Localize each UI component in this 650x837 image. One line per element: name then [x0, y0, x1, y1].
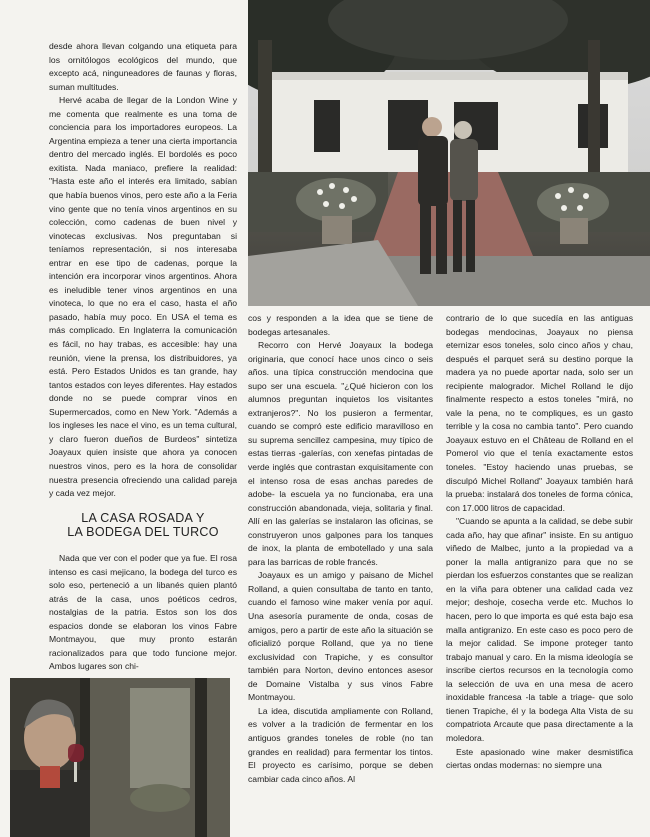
section-heading-line-1: LA CASA ROSADA Y — [81, 511, 205, 525]
paragraph: desde ahora llevan colgando una etiqueta para los ornitólogos ecológicos del mundo, que excepto acá, ninguneadores de faunas y floras, suman multitudes. — [49, 41, 237, 92]
article-column-2 — [248, 312, 433, 786]
article-column-1 — [49, 40, 237, 501]
paragraph: "Cuando se apunta a la calidad, se debe subir cada año, hay que afinar" insiste. En su antiguo viñedo de Malbec, junto a la propiedad va a poner la malla antigranizo para que no se pierdan los esfuerzos constantes que se realizan en la viña para obtener una calidad cada vez mejor; deshoje, cosecha verde etc. Muchos lo hacen, pero lo que importa es qué esta bajo esa malla antigranizo. En este caso es poco pero de la mejor calidad. Se impone proteger tanto trabajo manual y caro. En la misma ideología se inscribe ciertos recursos en la tecnología como la selección de uva en una mesa de acero inoxidable francesa -la table a triage- que solo tienen Trapiche, él y la bodega Alta Vista de su compatriota Arcaute que pasa directamente a la moledora. — [446, 516, 633, 743]
winery-couple-image — [248, 0, 650, 306]
winery-couple-photo — [248, 0, 650, 306]
article-column-3 — [446, 312, 633, 773]
paragraph: Hervé acaba de llegar de la London Wine y me comenta que realmente es una toma de conciencia para los importadores europeos. La Argentina empieza a tener una cierta importancia dentro del mercado inglés. El bordolés es poco exitista. Nada maniaco, prefiere la realidad: "Hasta este año el interés era limitado, sabían que había buenos vinos, pero este año a la Feria vino gente que no tenía vinos argentinos en su colección, como cadenas de buen nivel y vinotecas exclusivas. Nos preguntaban si teníamos representación, si nos interesaba entrar en ese tipo de cadenas, porque la intención era incorporar vinos argentinos. Ahora es ineludible tener vinos argentinos en una vinoteca, lo que no era el caso, hasta el año pasado, había muy poco. En USA el tema es más complicado. En Inglaterra la comunicación es fácil, no hay trabas, es accesible: hay una reunión, viene la prensa, los distribuidores, ya está. Pero Estados Unidos es tan grande, hay tantos estados con leyes diferentes. Hay estados donde no se puede comprar vinos en Supermercados, como en New York. "Además a los ingleses les nace el vino, es un tema cultural, y claro fueron dueños de Burdeos" sintetiza Joayaux quien insiste que ahora ya conocen nuestros vinos, pero es la hora de consolidar nuestra presencia ofreciendo una calidad pareja y cada vez mejor. — [49, 95, 237, 499]
wine-tasting-image — [10, 678, 230, 837]
paragraph: Joayaux es un amigo y paisano de Michel Rolland, a quien consultaba de tanto en tanto, cuando el famoso wine maker venía por aquí. Una asesoría puramente de onda, cosas de amigos, pero a partir de este año la situación se oficializó porque Rolland, que ya no tiene exclusividad con Trapiche, y es consultor también para Norton, devino entonces asesor de Domaine Vistalba y sus vinos Fabre Montmayou. — [248, 570, 433, 703]
wine-tasting-photo — [10, 678, 230, 837]
paragraph: Este apasionado wine maker desmistifica ciertas ondas modernas: no siempre una — [446, 746, 633, 771]
paragraph: Recorro con Hervé Joayaux la bodega originaria, que conocí hace unos cinco o seis años. una típica construcción mendocina que supo ser una escuela. "¿Qué hicieron con los alumnos preguntan inquietos los visitantes extranjeros?". No los pusieron a fermentar, cuando se compró este edificio maravilloso en su suprema sencillez campesina, muy típico de estas tierras -galerías, con xenefas pintadas de verde inglés que contrastan exquisitamente con el intenso rosa de esas anchas paredes de adobe- la escuela ya no funcionaba, era una construcción abandonada, vieja, solitaria y final. Allí en las galerías se instalaron las oficinas, se construyeron unos galpones para los tanques de inox, la planta de embotellado y una sala para las barricas de roble francés. — [248, 340, 433, 567]
section-heading-line-2: LA BODEGA DEL TURCO — [67, 525, 219, 539]
paragraph: cos y responden a la idea que se tiene de bodegas artesanales. — [248, 313, 433, 337]
article-column-1-continued — [49, 552, 237, 674]
section-heading — [49, 511, 237, 539]
paragraph: La idea, discutida ampliamente con Rolland, es volver a la tradición de fermentar en los antiguos grandes toneles de roble (no tan grandes en realidad) para fermentar los tintos. El proyecto es carísimo, porque se deben cambiar cada cinco años. Al — [248, 705, 433, 784]
paragraph: contrario de lo que sucedía en las antiguas bodegas mendocinas, Joayaux no piensa eternizar esos toneles, solo cinco años y chau, después el parquet será su destino porque la madera ya no puede aportar nada, solo ser un recipiente malogrador. Michel Rolland le dijo finalmente respecto a estos toneles "mirá, no vale la pena, no te compliques, es un gasto terrible y la cosa no cambia tanto". Pero cuando Joayaux estuvo en el Château de Rolland en el Pomerol vio que el tenía exactamente estos toneles. "Estoy haciendo unas pruebas, se disculpó Michel Rolland" Joayaux también hará la prueba: instalará dos toneles de forma cónica, con 17.000 litros de capacidad. — [446, 313, 633, 513]
paragraph: Nada que ver con el poder que ya fue. El rosa intenso es casi mejicano, la bodega del turco es solo eso, perteneció a un libanés quien plantó atrás de la casa, unos poéticos cedros, nostalgias de la patria. Estos son los dos espacios donde se elaboran los vinos Fabre Montmayou, que muy pronto estarán racionalizados para que todo funcione mejor. Ambos lugares son chi- — [49, 553, 237, 672]
